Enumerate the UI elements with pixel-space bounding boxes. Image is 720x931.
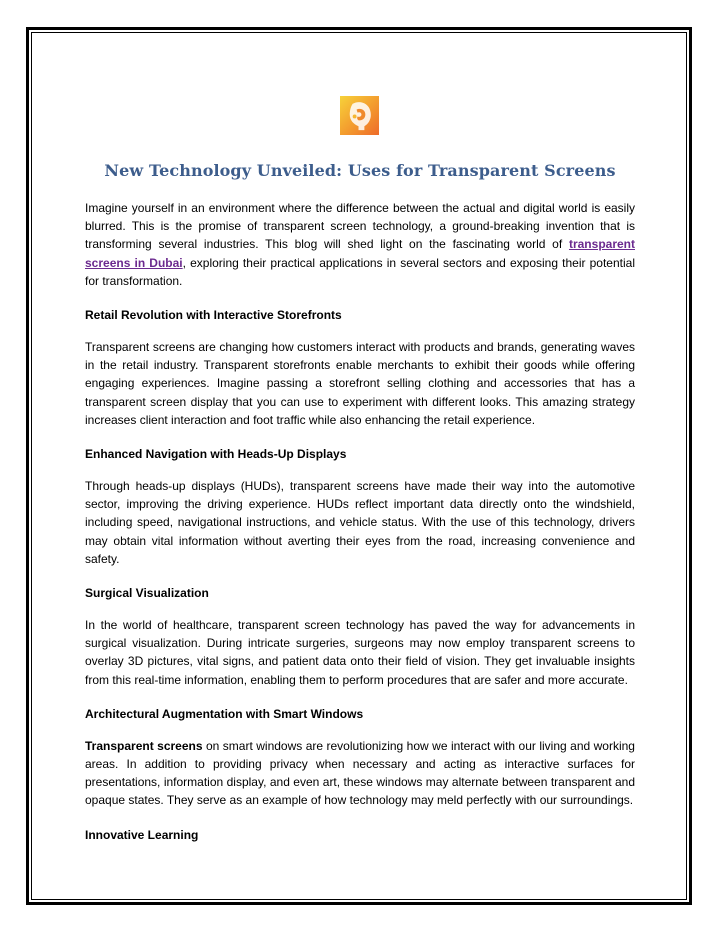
section-heading: Innovative Learning xyxy=(85,827,199,842)
section-paragraph: Through heads-up displays (HUDs), transparent screens have made their way into the automotive sector, improving the driving experience. HUDs reflect important data directly onto the windshield, including speed, navigational instructions, and vehicle status. With the use of this technology, drivers may obtain vital information without averting their eyes from the road, increasing convenience and safety. xyxy=(85,479,635,566)
section-heading: Architectural Augmentation with Smart Windows xyxy=(85,706,364,721)
brand-logo-icon xyxy=(340,96,379,135)
bold-term: Transparent screens xyxy=(85,738,203,753)
transparent-screens-dubai-link[interactable]: transparent screens in Dubai xyxy=(85,237,635,270)
intro-paragraph: Imagine yourself in an environment where the difference between the actual and digital world is easily blurred. This is the promise of transparent screen technology, a ground-breaking invention that is transforming several industries. This blog will shed light on the fascinating world of transparent screens in Dubai, exploring their practical applications in several sectors and exposing their potential for transformation. xyxy=(85,201,635,288)
section-paragraph: In the world of healthcare, transparent screen technology has paved the way for advancements in surgical visualization. During intricate surgeries, surgeons may now employ transparent screens to overlay 3D pictures, vital signs, and patient data onto their field of vision. They get invaluable insights from this real-time information, enabling them to perform procedures that are safer and more accurate. xyxy=(85,618,635,687)
section-heading: Retail Revolution with Interactive Storefronts xyxy=(85,308,342,323)
section-paragraph: Transparent screens on smart windows are revolutionizing how we interact with our living and working areas. In addition to providing privacy when necessary and acting as interactive surfaces for presentations, information display, and even art, these windows may alternate between transparent and opaque states. They serve as an example of how technology may meld perfectly with our surroundings. xyxy=(85,738,635,808)
document-body xyxy=(85,160,635,858)
section-paragraph: Transparent screens are changing how customers interact with products and brands, generating waves in the retail industry. Transparent storefronts enable merchants to exhibit their goods while offering engaging experiences. Imagine passing a storefront selling clothing and accessories that has a transparent screen display that you can use to experiment with different looks. This amazing strategy increases client interaction and foot traffic while also enhancing the retail experience. xyxy=(85,340,635,427)
section-heading: Enhanced Navigation with Heads-Up Displays xyxy=(85,447,347,462)
document-title: New Technology Unveiled: Uses for Transparent Screens xyxy=(104,161,616,180)
section-heading: Surgical Visualization xyxy=(85,586,209,601)
